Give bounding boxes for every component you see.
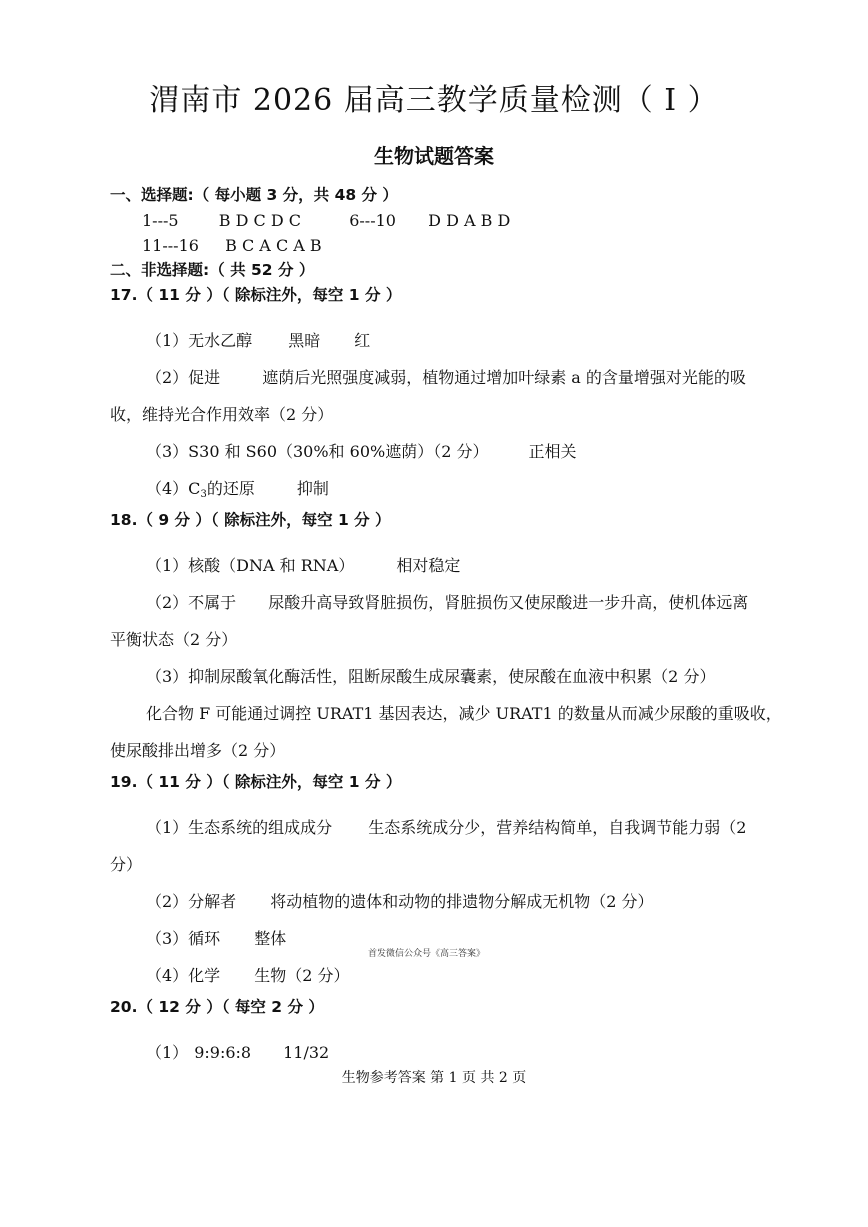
q19-3-b: 整体 [254,929,287,948]
answer-row-2 [142,236,322,256]
q18-heading: 18.（ 9 分 ）（ 除标注外，每空 1 分 ） [110,511,391,529]
q19-part4 [146,966,349,986]
page-footer: 生物参考答案 第 1 页 共 2 页 [341,1070,527,1086]
q18-part4-cont: 使尿酸排出增多（2 分） [110,741,286,760]
q19-2-a: （2）分解者 [146,892,237,911]
q17-part1 [146,331,370,351]
q19-1-a: （1）生态系统的组成成分 [146,818,333,837]
q18-part2-cont: 平衡状态（2 分） [110,630,238,649]
q18-1-a: （1）核酸（DNA 和 RNA） [146,556,355,575]
range-11-16: 11---16 [142,236,199,255]
q20-1-fraction: 11/32 [283,1043,330,1062]
q18-part2 [146,593,748,613]
q17-heading: 17.（ 11 分 ）（ 除标注外，每空 1 分 ） [110,286,402,304]
answers-6-10: D D A B D [428,211,511,230]
q18-2-b: 尿酸升高导致肾脏损伤，肾脏损伤又使尿酸进一步升高，使机体远离 [268,593,749,612]
page-title: 渭南市 2026 届高三教学质量检测（ Ⅰ ） [149,83,719,118]
q17-4-sub: 3 [200,489,207,500]
q17-4-post: 的还原 [206,479,255,498]
q19-3-a: （3）循环 [146,929,221,948]
answer-row-1 [142,211,510,231]
q20-1-label: （1） [146,1043,189,1062]
q17-2-a: （2）促进 [146,368,221,387]
page-subtitle: 生物试题答案 [374,144,494,168]
q19-part3 [146,929,286,949]
q17-part4 [146,479,329,499]
q20-heading: 20.（ 12 分 ）（ 每空 2 分 ） [110,998,324,1016]
watermark-text: 首发微信公众号《高三答案》 [368,949,486,959]
range-6-10: 6---10 [349,211,396,230]
q17-4-b: 抑制 [296,479,329,498]
q17-part3 [146,442,577,462]
q17-part2 [146,368,746,388]
q19-heading: 19.（ 11 分 ）（ 除标注外，每空 1 分 ） [110,773,402,791]
section-nonchoice-heading: 二、非选择题:（ 共 52 分 ） [110,261,315,279]
q20-1-ratio: 9:9:6:8 [194,1043,252,1062]
q19-4-b: 生物（2 分） [254,966,350,985]
q18-2-a: （2）不属于 [146,593,237,612]
q18-part4: 化合物 F 可能通过调控 URAT1 基因表达，减少 URAT1 的数量从而减少尿酸的重吸收， [146,704,782,723]
q17-part2-cont: 收，维持光合作用效率（2 分） [110,405,334,424]
q19-1-b: 生态系统成分少，营养结构简单，自我调节能力弱（2 [368,818,747,837]
q18-part3: （3）抑制尿酸氧化酶活性，阻断尿酸生成尿囊素，使尿酸在血液中积累（2 分） [146,667,716,686]
q17-2-b: 遮荫后光照强度减弱，植物通过增加叶绿素 a 的含量增强对光能的吸 [262,368,746,387]
q17-1-c: 红 [354,331,371,350]
q19-part1 [146,818,746,838]
q19-2-b: 将动植物的遗体和动物的排遗物分解成无机物（2 分） [270,892,654,911]
q18-part1 [146,556,460,576]
q17-3-a: （3）S30 和 S60（30%和 60%遮荫）（2 分） [146,442,489,461]
q17-1-b: 黑暗 [288,331,321,350]
q17-1-a: （1）无水乙醇 [146,331,253,350]
q19-part2 [146,892,653,912]
q18-1-b: 相对稳定 [396,556,461,575]
q20-part1 [146,1043,329,1063]
q19-part1-cont: 分） [110,855,143,874]
answers-11-16: B C A C A B [225,236,322,255]
q17-3-b: 正相关 [528,442,577,461]
section-choice-heading: 一、选择题:（ 每小题 3 分，共 48 分 ） [110,186,398,204]
answers-1-5: B D C D C [218,211,302,230]
q17-4-pre: （4）C [146,479,201,498]
range-1-5: 1---5 [142,211,179,230]
q19-4-a: （4）化学 [146,966,221,985]
